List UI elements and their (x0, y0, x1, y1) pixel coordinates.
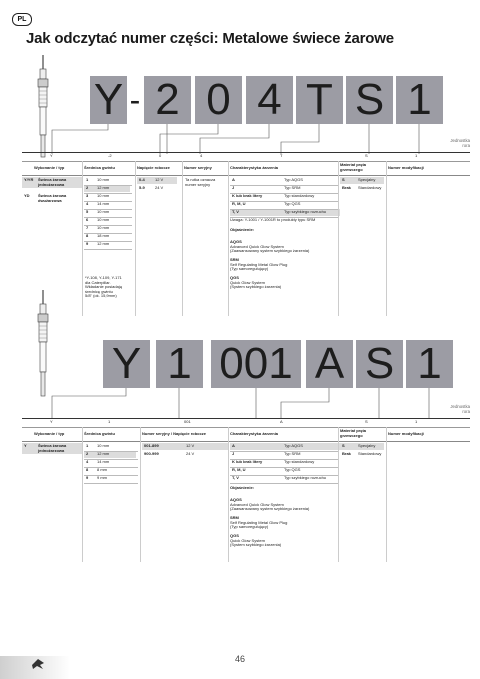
voltage-code: 900-999 (144, 451, 159, 456)
thread-code: 2 (86, 451, 89, 456)
explanation-line: Advanced Quick Glow System (230, 501, 284, 507)
unit-note (420, 404, 470, 414)
code-box-serial: 001 (211, 340, 301, 388)
type-code: Y/YR (24, 177, 34, 182)
row-divider (84, 451, 138, 452)
thread-highlight (84, 451, 136, 458)
thread-value: 10 mm (97, 225, 110, 230)
characteristic-value: Typ SRM (284, 451, 301, 456)
row-divider (84, 459, 138, 460)
explanation-line: Advanced Quick Glow System (230, 243, 284, 249)
thread-value: 10 mm (97, 177, 110, 182)
col-header: Średnica gwintu (84, 165, 115, 170)
thread-code: 3 (86, 193, 89, 198)
part-number-table (22, 418, 470, 563)
voltage-value: 12 V (155, 177, 164, 182)
page-title: Jak odczytać numer części: Metalowe świece żarowe (26, 30, 394, 47)
thread-value: 10 mm (97, 443, 110, 448)
explanation-title: Objaśnienie: (230, 485, 255, 490)
col-header: Numer modyfikacji (388, 165, 424, 170)
code-box-voltage: 0 (195, 76, 242, 124)
code-cell: 1 (415, 153, 418, 158)
col-header: Wykonanie / typ (34, 165, 65, 170)
thread-note-line: dla Caterpillar. (85, 279, 111, 285)
thread-value: 14 mm (97, 459, 110, 464)
thread-code: 1 (86, 177, 89, 182)
thread-code: 5 (86, 209, 89, 214)
characteristic-value: Typ AQGS (284, 177, 303, 182)
col-header: Charakterystyka żarzenia (230, 165, 279, 170)
code-box-modification: 1 (396, 76, 443, 124)
code-box-material: S (346, 76, 393, 124)
material-value: Standardowy (358, 451, 382, 456)
characteristic-code: J (232, 185, 235, 190)
characteristic-value: Typ SRM (284, 185, 301, 190)
serial-text: numer seryjny (185, 181, 211, 187)
thread-code: 9 (86, 241, 89, 246)
col-header: Wykonanie / typ (34, 431, 65, 436)
voltage-code: 001-899 (144, 443, 159, 448)
thread-code: 7 (86, 225, 89, 230)
characteristic-code: J (232, 451, 235, 456)
col-header: Materiał pręta grzewczego (340, 428, 367, 438)
code-box-thread: 1 (156, 340, 203, 388)
thread-value: 10 mm (97, 193, 110, 198)
col-header: Napięcie robocze (137, 165, 170, 170)
characteristic-value: Typ szybkiego rozruchu (284, 475, 327, 480)
code-box-type: Y (103, 340, 150, 388)
characteristic-code: K lub brak litery (232, 459, 263, 464)
type-desc: Świeca żarowa (38, 193, 67, 198)
thread-value: 12 mm (97, 185, 110, 190)
thread-value: 9 mm (97, 475, 107, 480)
explanation-term: SRM (230, 515, 239, 520)
unit-note-line1: Jednostka (450, 138, 470, 143)
type-desc: jednożarzowa (38, 447, 65, 453)
code-cell: S (365, 419, 368, 424)
code-cell: 4 (200, 153, 203, 158)
code-box-modification: 1 (406, 340, 453, 388)
code-cell: Y (50, 153, 53, 158)
thread-code: 2 (86, 185, 89, 190)
leader-lines (0, 388, 480, 420)
thread-note-line: 5/8" (ok. 15,9mm) (85, 293, 117, 298)
type-desc: Świeca żarowa (38, 443, 67, 448)
col-header: Numer seryjny (184, 165, 212, 170)
characteristic-code: T, V (232, 475, 239, 480)
thread-code: 1 (86, 443, 89, 448)
glow-plug-illustration (33, 290, 53, 400)
code-cell: 1 (415, 419, 418, 424)
characteristic-usage: Uwaga: Y-1001 / Y-1001R to produkty typu SRM (230, 217, 316, 222)
code-cell: S (365, 153, 368, 158)
material-code: S (342, 177, 345, 182)
thread-note-line: średnicę gwintu (85, 288, 113, 294)
characteristic-value: Typ standardowy (284, 193, 315, 198)
row-divider (84, 483, 138, 484)
brand-logo-icon (30, 657, 46, 671)
voltage-code: 5-9 (139, 185, 145, 190)
language-badge: PL (12, 13, 32, 26)
thread-note-line: Wkładanie posiadają (85, 284, 122, 289)
thread-note-line: *Y-108, Y-109, Y-171 (85, 275, 122, 280)
code-box-characteristic: A (306, 340, 353, 388)
voltage-value: 12 V (186, 443, 195, 448)
thread-value: 12 mm (97, 241, 110, 246)
code-dash: - (129, 82, 141, 118)
code-box-characteristic: T (296, 76, 343, 124)
characteristic-code: A (232, 177, 235, 182)
characteristic-code: T, V (232, 209, 239, 214)
type-desc: Świeca żarowa (38, 177, 67, 182)
thread-value: 12 mm (97, 451, 110, 456)
code-box-serial: 4 (246, 76, 293, 124)
col-header: Numer seryjny / Napięcie robocze (142, 431, 207, 436)
explanation-line: Self Regulating Metal Glow Plug (230, 519, 288, 525)
thread-value: 18 mm (97, 233, 110, 238)
material-value: Standardowy (358, 185, 382, 190)
row-divider (230, 483, 338, 484)
characteristic-code: A (232, 443, 235, 448)
type-desc: jednożarzowa (38, 181, 65, 187)
characteristic-value: Typ standardowy (284, 459, 315, 464)
thread-value: 14 mm (97, 201, 110, 206)
explanation-line: (Typ samoregulujący) (230, 266, 269, 271)
explanation-term: QGS (230, 533, 239, 538)
row-divider (84, 467, 138, 468)
explanation-term: SRM (230, 257, 239, 262)
thread-value: 10 mm (97, 209, 110, 214)
thread-value: 8 mm (97, 467, 107, 472)
unit-note-line2: rora (462, 409, 470, 414)
explanation-line: (Zaawansowany system szybkiego żarzenia) (230, 248, 310, 253)
explanation-line: (Typ samoregulujący) (230, 524, 269, 529)
part-number-table (22, 152, 470, 317)
characteristic-code: K lub brak litery (232, 193, 263, 198)
code-cell: 001 (184, 419, 191, 424)
explanation-line: Quick Glow System (230, 537, 265, 543)
col-header: Charakterystyka żarzenia (230, 431, 279, 436)
characteristic-value: Typ AQGS (284, 443, 303, 448)
characteristic-code: R, M, U (232, 467, 246, 472)
thread-code: 6 (86, 217, 89, 222)
type-code: Y (24, 443, 27, 448)
code-cell: -2 (108, 153, 112, 158)
characteristic-code: R, M, U (232, 201, 246, 206)
code-cell: Y (50, 419, 53, 424)
unit-note-line1: Jednostka (450, 404, 470, 409)
unit-note-line2: rora (462, 143, 470, 148)
col-header: Numer modyfikacji (388, 431, 424, 436)
voltage-value: 24 V (155, 185, 164, 190)
type-code: YD (24, 193, 30, 198)
voltage-code: 0-4 (139, 177, 145, 182)
characteristic-value: Typ QGS (284, 201, 301, 206)
code-cell: 0 (159, 153, 162, 158)
material-code: S (342, 443, 345, 448)
material-value: Specjalny (358, 443, 376, 448)
thread-value: 10 mm (97, 217, 110, 222)
unit-note (420, 138, 470, 148)
characteristic-value: Typ szybkiego rozruchu (284, 209, 327, 214)
col-header: Średnica gwintu (84, 431, 115, 436)
code-box-thread: 2 (144, 76, 191, 124)
explanation-term: AQGS (230, 497, 242, 502)
thread-code: 9 (86, 475, 89, 480)
row-divider (84, 475, 138, 476)
explanation-line: (Zaawansowany system szybkiego żarzenia) (230, 506, 310, 511)
explanation-line: Quick Glow System (230, 279, 265, 285)
explanation-title: Objaśnienie: (230, 227, 255, 232)
thread-code: 4 (86, 201, 89, 206)
thread-code: 8 (86, 233, 89, 238)
code-cell: 1 (108, 419, 111, 424)
serial-text: Ta rutka oznacza (185, 177, 216, 182)
page-number: 46 (234, 654, 245, 664)
code-cell: T (280, 153, 283, 158)
col-header: Materiał pręta grzewczego (340, 162, 367, 172)
explanation-line: Self Regulating Metal Glow Plug (230, 261, 288, 267)
explanation-term: QGS (230, 275, 239, 280)
thread-code: 8 (86, 467, 89, 472)
code-cell: A (280, 419, 283, 424)
material-code: Brak (342, 451, 351, 456)
explanation-line: (System szybkiego żarzenia) (230, 284, 282, 289)
explanation-term: AQGS (230, 239, 242, 244)
thread-code: 4 (86, 459, 89, 464)
material-code: Brak (342, 185, 351, 190)
code-box-material: S (356, 340, 403, 388)
explanation-line: (System szybkiego żarzenia) (230, 542, 282, 547)
material-value: Specjalny (358, 177, 376, 182)
row-divider (84, 249, 132, 250)
type-desc: dwużarzowa (38, 197, 62, 203)
voltage-value: 24 V (186, 451, 195, 456)
code-box-type: Y (90, 76, 127, 124)
characteristic-value: Typ QGS (284, 467, 301, 472)
